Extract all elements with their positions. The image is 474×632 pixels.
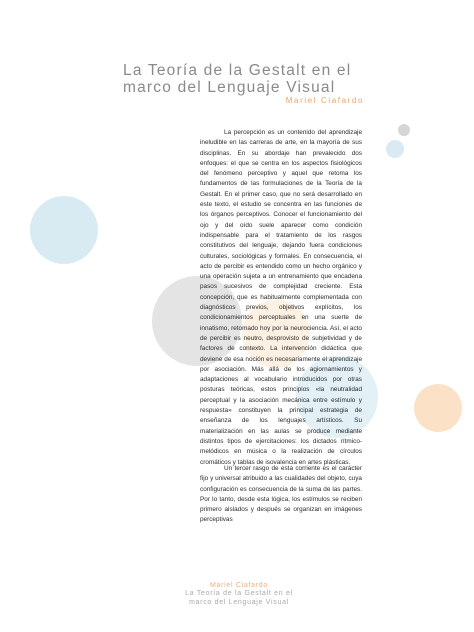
title-line-1: La Teoría de la Gestalt en el bbox=[123, 62, 352, 79]
body-paragraph-2: Un tercer rasgo de esta corriente es el carácter fijo y universal atribuido a las cualidades del objeto, cuya configuración es consecuencia de la suma de las partes. Por lo tanto, desde esta lógica, los estímulos se reciben primero aislados y después se organizan en imágenes perceptivas bbox=[200, 465, 362, 524]
page-footer bbox=[176, 582, 302, 607]
decorative-circle-peach bbox=[414, 384, 462, 432]
footer-title-line-2: marco del Lenguaje Visual bbox=[189, 598, 289, 606]
footer-title-line-1: La Teoría de la Gestalt en el bbox=[185, 590, 293, 598]
body-paragraph-1: La percepción es un contenido del aprendizaje ineludible en las carreras de arte, en la mayoría de sus disciplinas. En su abordaje han prevalecido dos enfoques: el que se centra en los aspectos fisiológicos del fenómeno perceptivo y aquel que retoma los fundamentos de las formulaciones de la Teoría de la Gestalt. En el primer caso, que no será desarrollado en este texto, el estudio se concentra en las funciones de los órganos perceptivos. Conocer el funcionamiento del ojo y del oído suele aparecer como condición indispensable para el tratamiento de los rasgos constitutivos del lenguaje, dejando fuera condiciones culturales, sociológicas y formales. En consecuencia, el acto de percibir es entendido como un hecho orgánico y una operación sujeta a un entrenamiento que encadena pasos sucesivos de complejidad creciente. Esta concepción, que es habitualmente complementada con diagnósticos previos, objetivos explícitos, los condicionamientos perceptuales en una suerte de innatismo, retomado hoy por la neurociencia. Así, el acto de percibir es neutro, desprovisto de subjetividad y de factores de contexto. La intervención didáctica que deviene de esa noción es necesariamente el aprendizaje por asociación. Más allá de los agiornamientos y adaptaciones al vocabulario introducidos por otras posturas teóricas, estos principios «la neutralidad perceptual y la asociación mecánica entre estímulo y respuesta» constituyen la principal estrategia de enseñanza de los lenguajes artísticos. Su materialización en las aulas se produce mediante distintos tipos de ejercitaciones: los dictados rítmico-melódicos en música o la realización de círculos cromáticos y tablas de isovalencia en artes plásticas. bbox=[200, 129, 362, 466]
page-title bbox=[123, 62, 373, 96]
author-name: Mariel Ciafardo bbox=[285, 96, 364, 105]
decorative-circle-blue bbox=[30, 196, 98, 264]
title-line-2: marco del Lenguaje Visual bbox=[123, 79, 336, 96]
footer-author: Mariel Ciafardo bbox=[210, 582, 268, 589]
decorative-dot-gray bbox=[398, 124, 410, 136]
decorative-dot-blue bbox=[386, 140, 404, 158]
